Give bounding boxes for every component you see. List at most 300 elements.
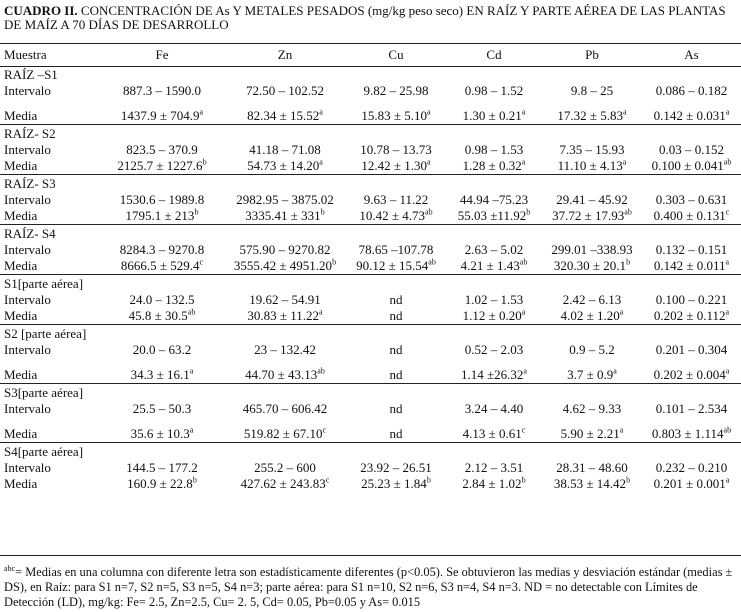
cell-value: 1.12 ± 0.20 [462,308,522,323]
significance-letter: a [189,425,194,435]
cell-value: 24.0 – 132.5 [129,292,195,307]
significance-letter: ab [519,257,528,267]
value-cell [346,242,446,258]
row-label: Intervalo [4,142,51,157]
value-cell [446,242,542,258]
cell-value: 44.94 –75.23 [459,192,529,207]
cell-value: 0.98 – 1.53 [464,142,524,157]
value-cell [446,367,542,384]
significance-letter: b [194,207,199,217]
cell-value: 1.02 – 1.53 [464,292,524,307]
value-cell [100,476,224,492]
group-title: S1[parte aérea] [0,275,741,293]
significance-letter: a [521,107,526,117]
significance-letter: c [322,425,327,435]
value-cell [542,342,642,358]
significance-letter: a [427,107,431,117]
significance-letter: b [626,257,631,267]
cell-value: 0.142 ± 0.031 [653,108,726,123]
significance-letter: b [332,257,337,267]
cell-value: 29.41 – 45.92 [556,192,628,207]
cell-value: 3555.42 ± 4951.20 [233,258,333,273]
cell-value: nd [389,308,403,323]
table-row [0,142,741,158]
cell-value: 0.202 ± 0.112 [653,308,726,323]
value-cell [642,192,741,208]
table-row [0,342,741,358]
cell-value: 0.52 – 2.03 [464,342,524,357]
column-header: Pb [585,47,599,62]
value-cell [100,426,224,443]
cell-value: 519.82 ± 67.10 [243,426,323,441]
cell-value: 1795.1 ± 213 [125,208,195,223]
cell-value: nd [389,367,403,382]
cell-value: 23.92 – 26.51 [360,460,432,475]
group-title: S3[parte aérea] [0,384,741,402]
value-cell [224,476,346,492]
significance-letter: c [325,475,330,485]
value-cell [346,460,446,476]
value-cell [642,401,741,417]
cell-value: 9.82 – 25.98 [363,83,429,98]
value-cell [542,208,642,225]
cell-value: 823.5 – 370.9 [126,142,198,157]
header-row [0,44,741,66]
cell-value: 1.14 ±26.32 [461,367,524,382]
group-title: RAÍZ- S4 [0,225,741,243]
value-cell [224,242,346,258]
significance-letter: a [523,366,527,376]
spacer-cell [0,99,741,108]
value-cell [446,308,542,325]
value-cell [446,158,542,175]
value-cell [542,426,642,443]
group-header-row [0,443,741,461]
value-cell [346,142,446,158]
bottom-rule [0,555,741,556]
significance-letter: c [725,207,730,217]
value-cell [346,426,446,443]
group-title: S2 [parte aérea] [0,325,741,343]
data-table [0,44,741,492]
cell-value: 35.6 ± 10.3 [130,426,190,441]
cell-value: 10.42 ± 4.73 [359,208,426,223]
significance-letter: ab [723,157,732,167]
significance-letter: a [319,157,323,167]
cell-value: 0.232 – 0.210 [655,460,728,475]
value-cell [346,258,446,275]
row-label: Media [4,158,38,173]
column-header: Cd [486,47,502,62]
group-header-row [0,175,741,193]
cell-value: 0.100 ± 0.041 [651,158,724,173]
cell-value: 19.62 – 54.91 [249,292,321,307]
spacer-row [0,358,741,367]
value-cell [346,292,446,308]
column-header: Fe [155,47,169,62]
value-cell [542,192,642,208]
cell-value: 25.5 – 50.3 [132,401,192,416]
value-cell [346,158,446,175]
table-row [0,401,741,417]
value-cell [346,208,446,225]
value-cell [100,460,224,476]
cell-value: 28.31 – 48.60 [556,460,628,475]
value-cell [224,426,346,443]
significance-letter: b [521,475,526,485]
table-footnote [4,565,739,610]
value-cell [100,242,224,258]
cell-value: 7.35 – 15.93 [559,142,625,157]
value-cell [446,208,542,225]
cell-value: 8284.3 – 9270.8 [119,242,205,257]
value-cell [542,83,642,99]
value-cell [542,460,642,476]
value-cell [446,258,542,275]
value-cell [542,158,642,175]
cell-value: 160.9 ± 22.8 [127,476,193,491]
column-header: Muestra [4,47,47,62]
cell-value: 0.142 ± 0.011 [653,258,726,273]
value-cell [100,208,224,225]
cell-value: 0.202 ± 0.004 [653,367,726,382]
spacer-cell [0,358,741,367]
significance-letter: b [192,475,197,485]
row-label: Intervalo [4,242,51,257]
cell-value: 20.0 – 63.2 [132,342,192,357]
value-cell [224,308,346,325]
column-header: Cu [388,47,404,62]
value-cell [446,342,542,358]
significance-letter: a [521,307,526,317]
table-row [0,426,741,443]
value-cell [446,426,542,443]
value-cell [224,401,346,417]
value-cell [224,258,346,275]
caption-label: CUADRO II. [4,3,78,18]
value-cell [224,158,346,175]
cell-value: 0.086 – 0.182 [655,83,728,98]
value-cell [542,401,642,417]
value-cell [224,367,346,384]
table-row [0,192,741,208]
value-cell [224,292,346,308]
table-row [0,460,741,476]
significance-letter: a [427,157,431,167]
table-caption [4,4,739,32]
significance-letter: a [725,307,730,317]
value-cell [542,308,642,325]
value-cell [346,192,446,208]
significance-letter: a [613,366,617,376]
value-cell [100,292,224,308]
cell-value: 144.5 – 177.2 [126,460,198,475]
value-cell [542,242,642,258]
cell-value: 0.303 – 0.631 [655,192,728,207]
value-cell [100,83,224,99]
cell-value: 4.13 ± 0.61 [462,426,522,441]
caption-text: CONCENTRACIÓN DE As Y METALES PESADOS (mg/kg peso seco) EN RAÍZ Y PARTE AÉREA DE LAS PLANTAS DE MAÍZ A 70 DÍAS DE DESARROLLO [4,3,726,32]
cell-value: 1437.9 ± 704.9 [120,108,200,123]
value-cell [346,308,446,325]
cell-value: 25.23 ± 1.84 [361,476,427,491]
cell-value: 427.62 ± 243.83 [240,476,326,491]
cell-value: 1.28 ± 0.32 [462,158,522,173]
significance-letter: ab [723,425,732,435]
cell-value: nd [389,401,403,416]
cell-value: 0.803 ± 1.114 [651,426,724,441]
cell-value: 9.63 – 11.22 [363,192,429,207]
table-row [0,83,741,99]
value-cell [642,460,741,476]
value-cell [642,142,741,158]
value-cell [224,460,346,476]
cell-value: 5.90 ± 2.21 [560,426,620,441]
value-cell [100,342,224,358]
cell-value: 0.9 – 5.2 [569,342,615,357]
cell-value: 4.62 – 9.33 [562,401,622,416]
cell-value: nd [389,342,403,357]
cell-value: 575.90 – 9270.82 [239,242,331,257]
column-header: As [684,47,699,62]
cell-value: 10.78 – 13.73 [360,142,432,157]
value-cell [224,108,346,125]
value-cell [100,367,224,384]
cell-value: 0.132 – 0.151 [655,242,728,257]
cell-value: 887.3 – 1590.0 [123,83,201,98]
group-header-row [0,384,741,402]
cell-value: 255.2 – 600 [254,460,316,475]
value-cell [542,108,642,125]
significance-letter: a [725,475,730,485]
value-cell [642,258,741,275]
row-label: Media [4,108,38,123]
cell-value: 0.101 – 2.534 [655,401,728,416]
value-cell [642,367,741,384]
cell-value: 41.18 – 71.08 [249,142,321,157]
value-cell [224,83,346,99]
value-cell [100,142,224,158]
cell-value: 90.12 ± 15.54 [356,258,429,273]
value-cell [446,401,542,417]
value-cell [346,108,446,125]
table-row [0,476,741,492]
group-title: RAÍZ- S2 [0,125,741,143]
cell-value: 9.8 – 25 [570,83,614,98]
value-cell [100,108,224,125]
significance-letter: a [521,157,526,167]
significance-letter: a [725,366,730,376]
table-body [0,66,741,492]
cell-value: 55.03 ±11.92 [457,208,527,223]
row-label: Media [4,258,38,273]
significance-letter: a [622,157,627,167]
cell-value: 8666.5 ± 529.4 [120,258,200,273]
cell-value: 78.65 –107.78 [358,242,434,257]
significance-letter: b [626,475,631,485]
value-cell [346,83,446,99]
significance-letter: ab [187,307,196,317]
value-cell [224,142,346,158]
value-cell [346,476,446,492]
table-row [0,292,741,308]
row-label: Intervalo [4,192,51,207]
cell-value: 82.34 ± 15.52 [247,108,320,123]
value-cell [224,192,346,208]
value-cell [100,192,224,208]
value-cell [542,258,642,275]
cell-value: 299.01 –338.93 [551,242,633,257]
value-cell [642,426,741,443]
significance-letter: c [521,425,526,435]
cell-value: 1530.6 – 1989.8 [119,192,205,207]
significance-letter: a [199,107,204,117]
significance-letter: ab [317,366,325,376]
value-cell [642,308,741,325]
spacer-cell [0,417,741,426]
group-title: RAÍZ- S3 [0,175,741,193]
cell-value: 3.24 – 4.40 [464,401,524,416]
group-header-row [0,275,741,293]
value-cell [346,342,446,358]
cell-value: 0.201 – 0.304 [655,342,728,357]
group-header-row [0,125,741,143]
value-cell [642,83,741,99]
row-label: Intervalo [4,83,51,98]
value-cell [346,367,446,384]
row-label: Media [4,208,38,223]
significance-letter: b [320,207,325,217]
significance-letter: a [619,425,624,435]
cell-value: 72.50 – 102.52 [246,83,324,98]
value-cell [642,108,741,125]
value-cell [446,83,542,99]
table-row [0,258,741,275]
spacer-row [0,99,741,108]
value-cell [542,367,642,384]
table-row [0,108,741,125]
value-cell [542,292,642,308]
significance-letter: a [189,366,194,376]
cell-value: 2.84 ± 1.02 [462,476,522,491]
footnote-superscript: abc [4,563,16,573]
cell-value: 2982.95 – 3875.02 [236,192,334,207]
cell-value: 38.53 ± 14.42 [553,476,627,491]
spacer-row [0,417,741,426]
cell-value: 4.02 ± 1.20 [560,308,620,323]
cell-value: 3.7 ± 0.9 [567,367,614,382]
cell-value: 54.73 ± 14.20 [247,158,320,173]
value-cell [542,476,642,492]
significance-letter: b [202,157,207,167]
footnote-text: = Medias en una columna con diferente letra son estadísticamente diferentes (p<0.05). Se obtuvieron las medias y desviación estándar (medias ± DS), en Raíz: para S1 n=7, S2 n=5, S3 n=5, S4 n=3; parte aérea: para S1 n=10, S2 n=6, S3 n=4, S4 n=3. ND = no detectable con Límites de Detección (LD), mg/kg: Fe= 2.5, Zn=2.5, Cu= 2. 5, Cd= 0.05, Pb=0.05 y As= 0.015 [4,565,733,609]
row-label: Intervalo [4,292,51,307]
cell-value: 44.70 ± 43.13 [245,367,318,382]
significance-letter: a [319,107,323,117]
cell-value: 23 – 132.42 [254,342,316,357]
significance-letter: a [623,107,627,117]
significance-letter: a [619,307,624,317]
table-row [0,208,741,225]
value-cell [446,476,542,492]
significance-letter: ab [428,257,436,267]
cell-value: 4.21 ± 1.43 [460,258,520,273]
value-cell [224,342,346,358]
row-label: Intervalo [4,460,51,475]
value-cell [642,342,741,358]
group-header-row [0,325,741,343]
group-title: S4[parte aérea] [0,443,741,461]
row-label: Media [4,367,38,382]
value-cell [100,258,224,275]
cell-value: 2.42 – 6.13 [562,292,622,307]
cell-value: 3335.41 ± 331 [245,208,321,223]
table-row [0,242,741,258]
cell-value: 0.100 – 0.221 [655,292,728,307]
group-header-row [0,225,741,243]
value-cell [224,208,346,225]
cell-value: 0.400 ± 0.131 [653,208,726,223]
column-header: Zn [277,47,293,62]
cell-value: 15.83 ± 5.10 [361,108,428,123]
cell-value: 17.32 ± 5.83 [557,108,624,123]
cell-value: 0.201 ± 0.001 [653,476,726,491]
significance-letter: b [526,207,531,217]
cell-value: 2.63 – 5.02 [464,242,524,257]
cell-value: 1.30 ± 0.21 [462,108,522,123]
cell-value: 0.98 – 1.52 [464,83,524,98]
significance-letter: c [199,257,204,267]
row-label: Intervalo [4,342,51,357]
table-row [0,308,741,325]
value-cell [642,292,741,308]
row-label: Media [4,476,38,491]
cell-value: nd [389,292,403,307]
value-cell [642,208,741,225]
cell-value: 465.70 – 606.42 [242,401,328,416]
cell-value: 12.42 ± 1.30 [361,158,428,173]
significance-letter: a [319,307,323,317]
value-cell [642,242,741,258]
significance-letter: a [725,257,730,267]
cell-value: 2125.7 ± 1227.6 [117,158,203,173]
value-cell [100,158,224,175]
significance-letter: a [725,107,730,117]
table-row [0,158,741,175]
cell-value: 320.30 ± 20.1 [553,258,627,273]
cell-value: 45.8 ± 30.5 [128,308,188,323]
value-cell [100,401,224,417]
significance-letter: b [426,475,431,485]
group-title: RAÍZ –S1 [4,66,58,82]
group-header-row [0,66,741,83]
cell-value: 0.03 – 0.152 [659,142,724,157]
cell-value: 11.10 ± 4.13 [557,158,623,173]
cell-value: 37.72 ± 17.93 [552,208,625,223]
value-cell [446,460,542,476]
value-cell [446,192,542,208]
cell-value: nd [389,426,403,441]
significance-letter: ab [624,207,632,217]
value-cell [642,158,741,175]
value-cell [642,476,741,492]
significance-letter: ab [425,207,433,217]
cell-value: 34.3 ± 16.1 [130,367,190,382]
cell-value: 30.83 ± 11.22 [247,308,320,323]
value-cell [346,401,446,417]
cell-value: 2.12 – 3.51 [464,460,524,475]
row-label: Intervalo [4,401,51,416]
